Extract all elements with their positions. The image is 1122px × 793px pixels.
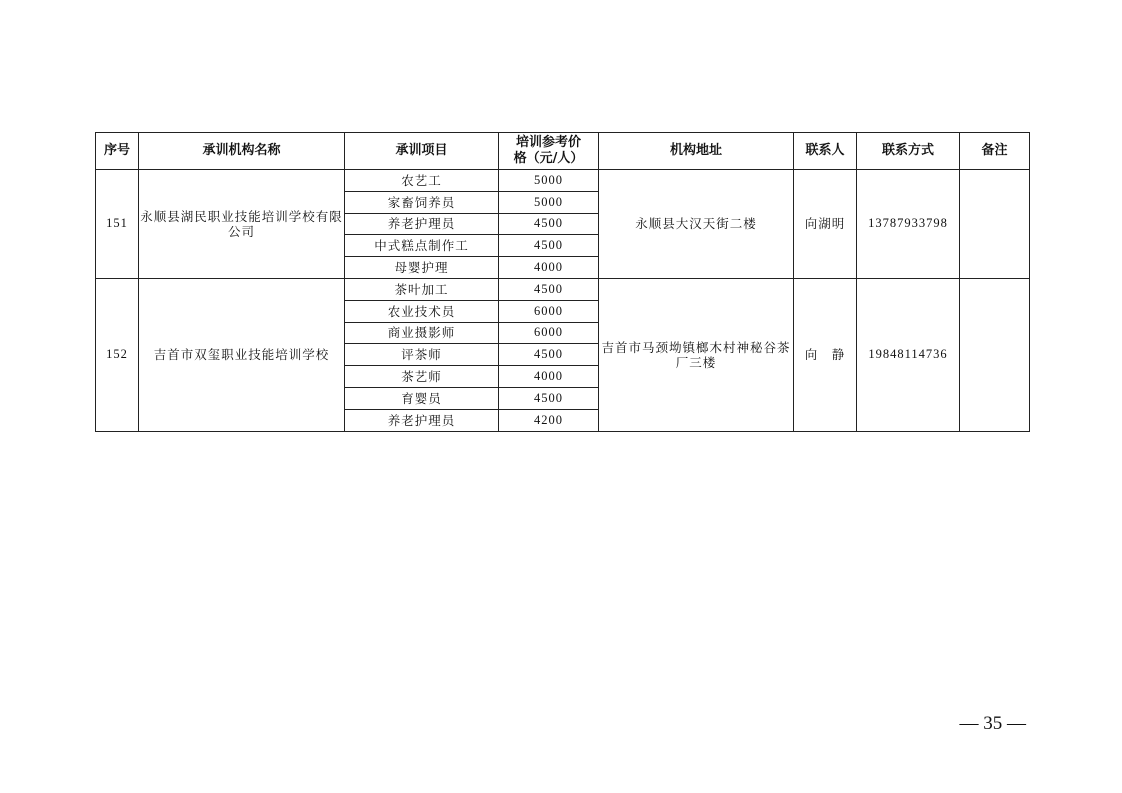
table-row: [96, 278, 1030, 300]
record-price: 4500: [499, 387, 599, 409]
header-price-label: 培训参考价格（元/人）: [513, 135, 584, 166]
record-project: 母婴护理: [345, 257, 499, 279]
record-price: 4500: [499, 235, 599, 257]
record-price: 4000: [499, 366, 599, 388]
header-org: 承训机构名称: [139, 133, 345, 170]
record-phone: 13787933798: [857, 170, 960, 279]
record-seq: 151: [96, 170, 139, 279]
record-project: 评茶师: [345, 344, 499, 366]
record-project: 家畜饲养员: [345, 191, 499, 213]
record-note: [960, 278, 1030, 431]
record-contact: 向 静: [794, 278, 857, 431]
record-price: 6000: [499, 322, 599, 344]
record-price: 5000: [499, 170, 599, 192]
record-address: 吉首市马颈坳镇榔木村神秘谷茶厂三楼: [599, 278, 794, 431]
record-project: 养老护理员: [345, 409, 499, 431]
table-row: [96, 170, 1030, 192]
record-org-name: 吉首市双玺职业技能培训学校: [139, 278, 345, 431]
page-number: — 35 —: [959, 713, 1026, 734]
header-project: 承训项目: [345, 133, 499, 170]
header-phone: 联系方式: [857, 133, 960, 170]
record-price: 4500: [499, 213, 599, 235]
record-project: 中式糕点制作工: [345, 235, 499, 257]
record-price: 4000: [499, 257, 599, 279]
record-project: 育婴员: [345, 387, 499, 409]
record-price: 4200: [499, 409, 599, 431]
header-seq: 序号: [96, 133, 139, 170]
record-price: 4500: [499, 278, 599, 300]
header-note: 备注: [960, 133, 1030, 170]
training-institutions-table: [95, 132, 1030, 432]
header-address: 机构地址: [599, 133, 794, 170]
record-price: 5000: [499, 191, 599, 213]
header-price: [499, 133, 599, 170]
record-note: [960, 170, 1030, 279]
record-address: 永顺县大汉天街二楼: [599, 170, 794, 279]
record-project: 茶叶加工: [345, 278, 499, 300]
record-seq: 152: [96, 278, 139, 431]
record-org-name: 永顺县湖民职业技能培训学校有限公司: [139, 170, 345, 279]
record-project: 农艺工: [345, 170, 499, 192]
table-header-row: [96, 133, 1030, 170]
record-price: 6000: [499, 300, 599, 322]
record-project: 养老护理员: [345, 213, 499, 235]
record-price: 4500: [499, 344, 599, 366]
record-project: 农业技术员: [345, 300, 499, 322]
record-project: 茶艺师: [345, 366, 499, 388]
record-contact: 向湖明: [794, 170, 857, 279]
header-contact: 联系人: [794, 133, 857, 170]
record-phone: 19848114736: [857, 278, 960, 431]
record-project: 商业摄影师: [345, 322, 499, 344]
